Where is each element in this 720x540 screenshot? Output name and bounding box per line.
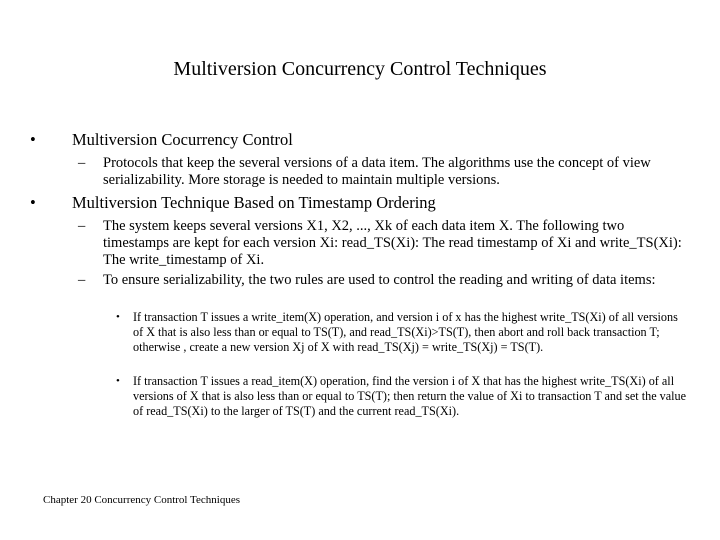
slide-footer: Chapter 20 Concurrency Control Techniques bbox=[43, 494, 240, 506]
slide-title: Multiversion Concurrency Control Techniques bbox=[173, 58, 547, 80]
bullet-marker: • bbox=[30, 130, 36, 149]
dash-marker: – bbox=[78, 272, 86, 288]
rule-write-item bbox=[116, 310, 688, 355]
bullet-heading: Multiversion Technique Based on Timestamp Ordering bbox=[72, 193, 436, 212]
rule-bullet-marker: • bbox=[116, 311, 120, 323]
sub-bullet-text: The system keeps several versions X1, X2, ..., Xk of each data item X. The following two timestamps are kept for each version Xi: read_TS(Xi): The read timestamp of Xi and write_TS(Xi): The write_timestamp of Xi. bbox=[103, 218, 682, 268]
bullet-multiversion-concurrency-control bbox=[30, 130, 692, 150]
dash-marker: – bbox=[78, 155, 86, 171]
rule-text: If transaction T issues a write_item(X) operation, and version i of x has the highest write_TS(Xi) of all versions of X that is also less than or equal to TS(T), and read_TS(Xi)>TS(T), then abort and roll back transaction T; otherwise , create a new version Xj of X with read_TS(Xj) = write_TS(Xj) = TS(T). bbox=[133, 310, 678, 354]
bullet-timestamp-ordering bbox=[30, 193, 692, 213]
rule-text: If transaction T issues a read_item(X) operation, find the version i of X that has the highest write_TS(Xi) of all versions of X that is also less than or equal to TS(T); then return the value of Xi to transaction T and set the value of read_TS(Xi) to the larger of TS(T) and the current read_TS(Xi). bbox=[133, 374, 687, 418]
bullet-marker: • bbox=[30, 193, 36, 212]
dash-marker: – bbox=[78, 218, 86, 234]
sub-bullet-protocols bbox=[78, 155, 683, 189]
rule-read-item bbox=[116, 374, 688, 419]
sub-bullet-text: To ensure serializability, the two rules are used to control the reading and writing of data items: bbox=[103, 272, 656, 288]
rule-bullet-marker: • bbox=[116, 375, 120, 387]
sub-bullet-text: Protocols that keep the several versions of a data item. The algorithms use the concept of view serializability. More storage is needed to maintain multiple versions. bbox=[103, 155, 651, 188]
bullet-heading: Multiversion Cocurrency Control bbox=[72, 130, 293, 149]
sub-bullet-versions bbox=[78, 218, 683, 269]
sub-bullet-serializability bbox=[78, 272, 683, 289]
